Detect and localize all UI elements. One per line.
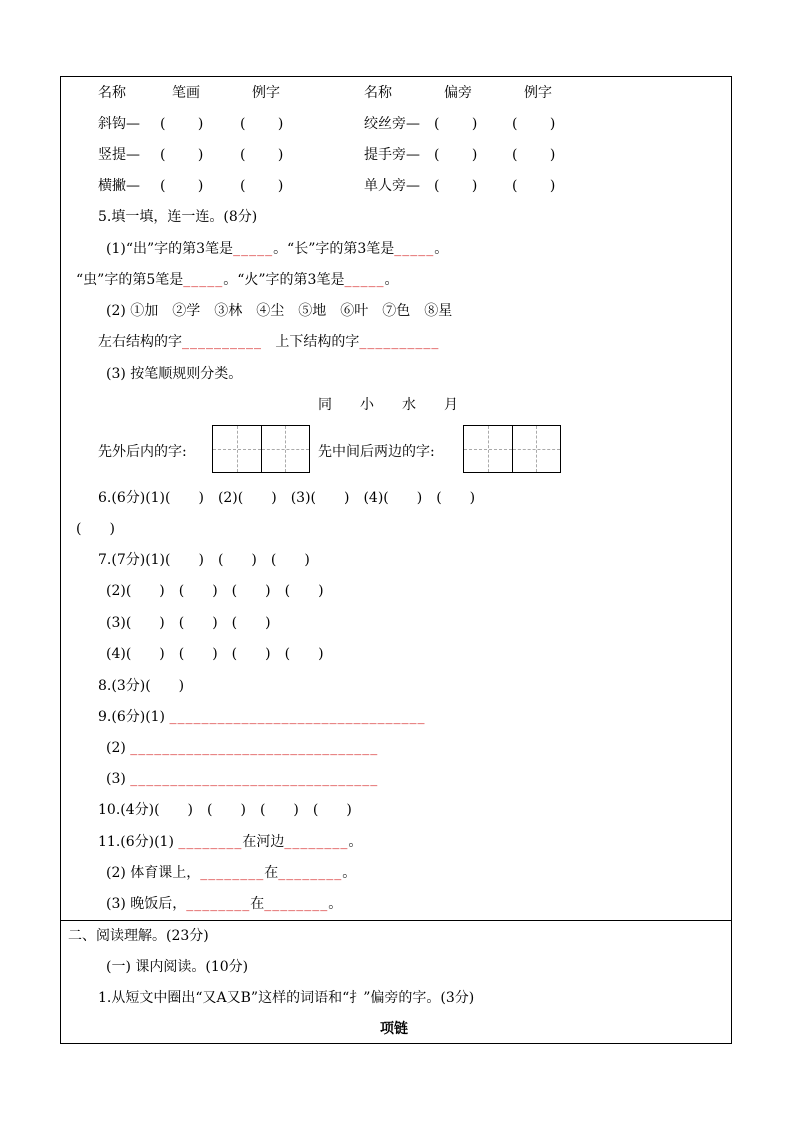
q5-title: 5.填一填，连一连。(8分)	[98, 209, 258, 225]
q5-part2-chars: (2) ①加 ②学 ③林 ④尘 ⑤地 ⑥叶 ⑦色 ⑧星	[106, 303, 453, 319]
left-right-answer[interactable]: __________	[182, 334, 262, 350]
q11-line-3: (3) 晚饭后，________在________。	[106, 896, 343, 912]
writing-grid-1[interactable]	[212, 425, 310, 473]
row-3-name: 横撇—	[98, 178, 140, 194]
section-2-subtitle: (一) 课内阅读。(10分)	[106, 959, 249, 975]
answer-blank[interactable]: ________	[264, 896, 329, 912]
answer-line[interactable]: ________________________________	[169, 709, 426, 725]
q7-line-3: (3)( ) ( ) ( )	[106, 615, 271, 631]
q9-line-1: 9.(6分)(1) ________________________________	[98, 709, 426, 725]
row-2-blank[interactable]: ( )	[512, 147, 556, 163]
section-2-title: 二、阅读理解。(23分)	[68, 928, 209, 944]
q6-line: 6.(6分)(1)( ) (2)( ) (3)( ) (4)( ) ( )	[98, 490, 476, 506]
answer-blank[interactable]: _____	[183, 272, 224, 288]
q9-line-3: (3) _______________________________	[106, 771, 379, 787]
row-3-blank[interactable]: ( )	[160, 178, 204, 194]
row-3-blank[interactable]: ( )	[512, 178, 556, 194]
q11-line-2: (2) 体育课上，________在________。	[106, 865, 357, 881]
row-1-name: 斜钩—	[98, 116, 140, 132]
q6-continuation: ( )	[76, 521, 115, 537]
box1-label: 先外后内的字:	[98, 444, 187, 460]
header-name-2: 名称	[364, 85, 392, 101]
writing-grid-2[interactable]	[463, 425, 561, 473]
q5-part1-line2: “虫”字的第5笔是_____。“火”字的第3笔是_____。	[76, 272, 399, 288]
q7-line-2: (2)( ) ( ) ( ) ( )	[106, 583, 324, 599]
answer-blank[interactable]: ________	[186, 896, 251, 912]
q5-structure-line: 左右结构的字__________ 上下结构的字__________	[98, 334, 440, 350]
row-3-radical: 单人旁—	[364, 178, 420, 194]
header-name-1: 名称	[98, 85, 126, 101]
row-3-blank[interactable]: ( )	[434, 178, 478, 194]
q5-part1-line1: (1)“出”字的第3笔是_____。“长”字的第3笔是_____。	[106, 241, 449, 257]
answer-blank[interactable]: ________	[284, 834, 349, 850]
header-radical: 偏旁	[444, 85, 472, 101]
header-example-2: 例字	[524, 85, 552, 101]
row-2-name: 竖提—	[98, 147, 140, 163]
q5-chars-to-sort: 同 小 水 月	[318, 397, 458, 413]
answer-blank[interactable]: _____	[344, 272, 385, 288]
row-1-blank[interactable]: ( )	[240, 116, 284, 132]
answer-blank[interactable]: _____	[233, 241, 274, 257]
row-1-blank[interactable]: ( )	[434, 116, 478, 132]
header-stroke: 笔画	[172, 85, 200, 101]
header-example-1: 例字	[252, 85, 280, 101]
q7-line-4: (4)( ) ( ) ( ) ( )	[106, 646, 324, 662]
row-2-blank[interactable]: ( )	[240, 147, 284, 163]
row-1-blank[interactable]: ( )	[512, 116, 556, 132]
top-bottom-answer[interactable]: __________	[359, 334, 440, 350]
row-2-radical: 提手旁—	[364, 147, 420, 163]
answer-blank[interactable]: ________	[178, 834, 243, 850]
q8-line: 8.(3分)( )	[98, 678, 185, 694]
box2-label: 先中间后两边的字:	[318, 444, 435, 460]
answer-blank[interactable]: ________	[200, 865, 265, 881]
row-2-blank[interactable]: ( )	[434, 147, 478, 163]
row-1-blank[interactable]: ( )	[160, 116, 204, 132]
answer-blank[interactable]: _____	[394, 241, 435, 257]
reading-q1: 1.从短文中圈出“又A又B”这样的词语和“扌”偏旁的字。(3分)	[98, 990, 475, 1006]
row-3-blank[interactable]: ( )	[240, 178, 284, 194]
q9-line-2: (2) _______________________________	[106, 740, 379, 756]
section-divider	[60, 920, 732, 921]
q5-part3: (3) 按笔顺规则分类。	[106, 366, 243, 382]
answer-line[interactable]: _______________________________	[130, 771, 379, 787]
row-2-blank[interactable]: ( )	[160, 147, 204, 163]
passage-title: 项链	[380, 1021, 408, 1037]
q7-line-1: 7.(7分)(1)( ) ( ) ( )	[98, 552, 310, 568]
row-1-radical: 绞丝旁—	[364, 116, 420, 132]
answer-line[interactable]: _______________________________	[130, 740, 379, 756]
answer-blank[interactable]: ________	[278, 865, 343, 881]
q10-line: 10.(4分)( ) ( ) ( ) ( )	[98, 802, 352, 818]
q11-line-1: 11.(6分)(1) ________在河边________。	[98, 834, 363, 850]
